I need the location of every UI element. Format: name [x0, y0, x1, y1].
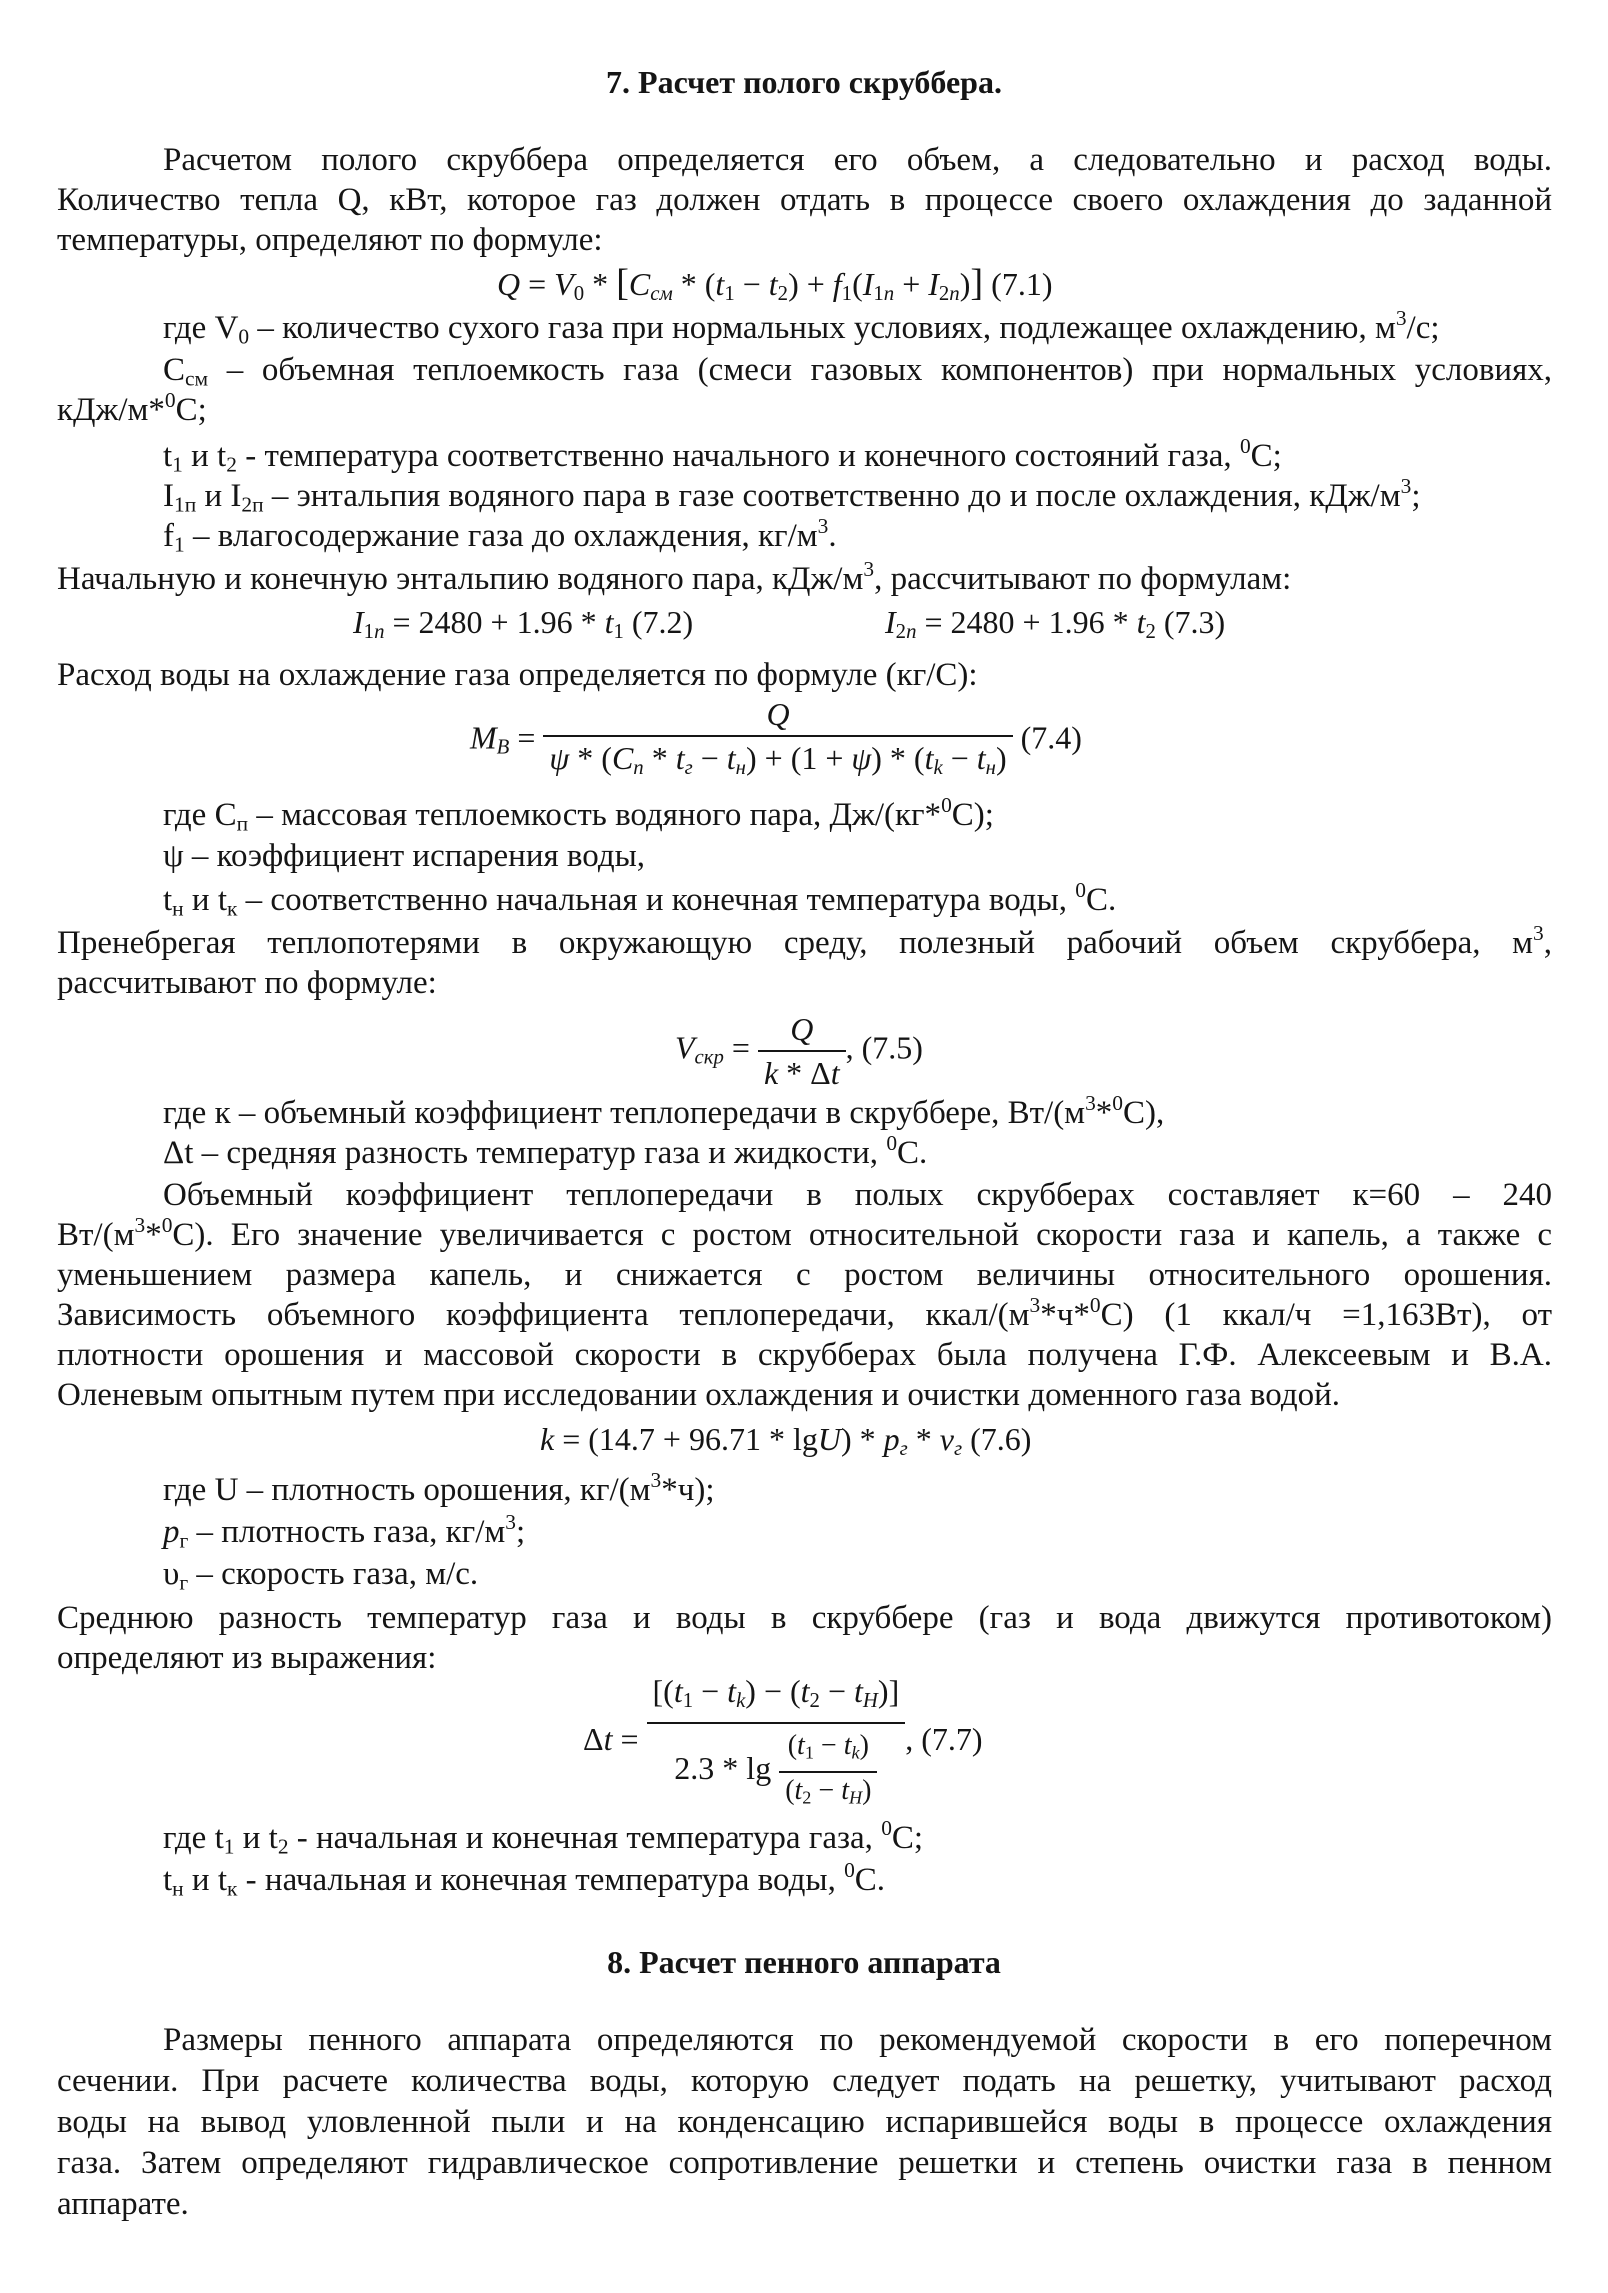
equation-label: (7.2): [631, 604, 694, 640]
equation-label: (7.6): [970, 1421, 1032, 1457]
equation-label: (7.4): [1020, 719, 1082, 756]
mean-line-1: Среднюю разность температур газа и воды в скруббере (газ и вода движутся противотоком): [57, 1600, 1552, 1636]
definition-ccm-unit: кДж/м*$^0$С;: [57, 388, 207, 428]
volume-line-1: Объемный коэффициент теплопередачи в полых скрубберах составляет к=60 – 240: [163, 1177, 1552, 1213]
definition-t1-t2: $t_1$ и $t_2$ - температура соответственно начального и конечного состояний газа, $^0$С;: [163, 434, 1282, 477]
volume-line-4: Зависимость объемного коэффициента теплопередачи, ккал/$(м^3*ч*^0С)$ (1 ккал/ч =1,163Вт), от: [57, 1293, 1552, 1333]
mean-line-2: определяют из выражения:: [57, 1640, 437, 1676]
volume-line-3: уменьшением размера капель, и снижается с ростом величины относительного орошения.: [57, 1257, 1552, 1293]
section-8-line-4: газа. Затем определяют гидравлическое сопротивление решетки и степень очистки газа в пенном: [57, 2145, 1552, 2181]
definition-psi: ψ – коэффициент испарения воды,: [163, 838, 646, 874]
definition-dt: Δt – средняя разность температур газа и жидкости, $^0$С.: [163, 1131, 928, 1171]
water-flow-intro: Расход воды на охлаждение газа определяется по формуле (кг/С):: [57, 657, 978, 693]
definition-ccm: $C_{см}$ – объемная теплоемкость газа (смеси газовых компонентов) при нормальных условиях,: [163, 352, 1552, 391]
definition-f1: $f_1$ – влагосодержание газа до охлаждения, $кг/м^3$.: [163, 514, 837, 557]
section-8-line-2: сечении. При расчете количества воды, которую следует подать на решетку, учитывают расход: [57, 2063, 1552, 2099]
equation-label: (7.1): [991, 266, 1053, 302]
equation-label: , (7.5): [845, 1029, 923, 1066]
definition-vg: $\upsilon_г$ – скорость газа, м/с.: [163, 1556, 479, 1595]
volume-line-2: $Вт/(м^3*^0С)$. Его значение увеличивается с ростом относительной скорости газа и капель, а также с: [57, 1213, 1552, 1253]
definition-i1-i2: $I_{1п}$ и $I_{2п}$ – энтальпия водяного пара в газе соответственно до и после охлаждения, кДж/$м^3$;: [163, 474, 1421, 517]
equation-7-1: $Q = V_0 * [C_{см} * (t_1 - t_2) + f_1(I_{1n} + I_{2n})]$ (7.1): [497, 262, 1053, 306]
equation-label: , (7.7): [905, 1720, 983, 1757]
definition-tn-tk-water: $t_н$ и $t_к$ - начальная и конечная температура воды, $^0$С.: [163, 1858, 886, 1901]
section-8-line-1: Размеры пенного аппарата определяются по рекомендуемой скорости в его поперечном: [163, 2022, 1552, 2058]
definition-t1-t2-gas: где $t_1$ и $t_2$ - начальная и конечная температура газа, $^0$С;: [163, 1816, 924, 1859]
section-7-title: 7. Расчет полого скруббера.: [606, 64, 1002, 100]
equation-7-6: $k = (14.7 + 96.71 * \lg U) * p_г * v_г$ (7.6): [540, 1421, 1032, 1461]
section-8-title: 8. Расчет пенного аппарата: [607, 1944, 1001, 1980]
definition-v0: где $V_0$ – количество сухого газа при нормальных условиях, подлежащее охлаждению, $м^3/с$;: [163, 306, 1440, 349]
definition-cp: где $C_п$ – массовая теплоемкость водяного пара, Дж/(кг*$^0$С);: [163, 793, 994, 836]
neglect-line-1: Пренебрегая теплопотерями в окружающую среду, полезный рабочий объем скруббера, $м^3$,: [57, 921, 1552, 961]
enthalpy-intro: Начальную и конечную энтальпию водяного пара, кДж/$м^3$, рассчитывают по формулам:: [57, 557, 1292, 597]
equation-7-4: $M_B$ = $\frac{Q}{\psi * (C_п * t_г - t_н) + (1 + \psi) * (t_k - t_н)}$ (7.4): [470, 696, 1082, 780]
equation-7-7: Δt = $[(t_1 - t_k) - (t_2 - t_H)]$ 2.3 * lg $\frac{(t_1 - t_k)}{(t_2 - t_H)}$ , (7.7): [583, 1673, 983, 1808]
section-8-line-3: воды на вывод уловленной пыли и на конденсацию испарившейся воды в процессе охлаждения: [57, 2104, 1552, 2140]
section-8-line-5: аппарате.: [57, 2186, 189, 2222]
volume-line-6: Оленевым опытным путем при исследовании охлаждения и очистки доменного газа водой.: [57, 1377, 1341, 1413]
equation-7-2: $I_{1n} = 2480 + 1.96 * t_1$ (7.2): [353, 604, 694, 644]
equation-label: (7.3): [1163, 604, 1226, 640]
paragraph-line: Количество тепла Q, кВт, которое газ должен отдать в процессе своего охлаждения до заданной: [57, 182, 1552, 218]
paragraph-line: температуры, определяют по формуле:: [57, 222, 603, 258]
equation-7-5: $V_{скр}$ = $\frac{Q}{k * \Delta t}$ , (7.5): [675, 1011, 923, 1091]
equation-7-3: $I_{2n} = 2480 + 1.96 * t_2$ (7.3): [885, 604, 1226, 644]
definition-pg: $p_г$ – плотность газа, $кг/м^3$;: [163, 1510, 526, 1553]
volume-line-5: плотности орошения и массовой скорости в скрубберах была получена Г.Ф. Алексеевым и В.А.: [57, 1337, 1552, 1373]
definition-k: где к – объемный коэффициент теплопередачи в скруббере, $Вт/(м^3*^0С)$,: [163, 1091, 1165, 1131]
neglect-line-2: рассчитывают по формуле:: [57, 965, 437, 1001]
paragraph-line: Расчетом полого скруббера определяется его объем, а следовательно и расход воды.: [163, 142, 1552, 178]
definition-u: где U – плотность орошения, $кг/(м^3*ч)$;: [163, 1468, 715, 1508]
definition-tn-tk: $t_н$ и $t_к$ – соответственно начальная и конечная температура воды, $^0$С.: [163, 878, 1117, 921]
